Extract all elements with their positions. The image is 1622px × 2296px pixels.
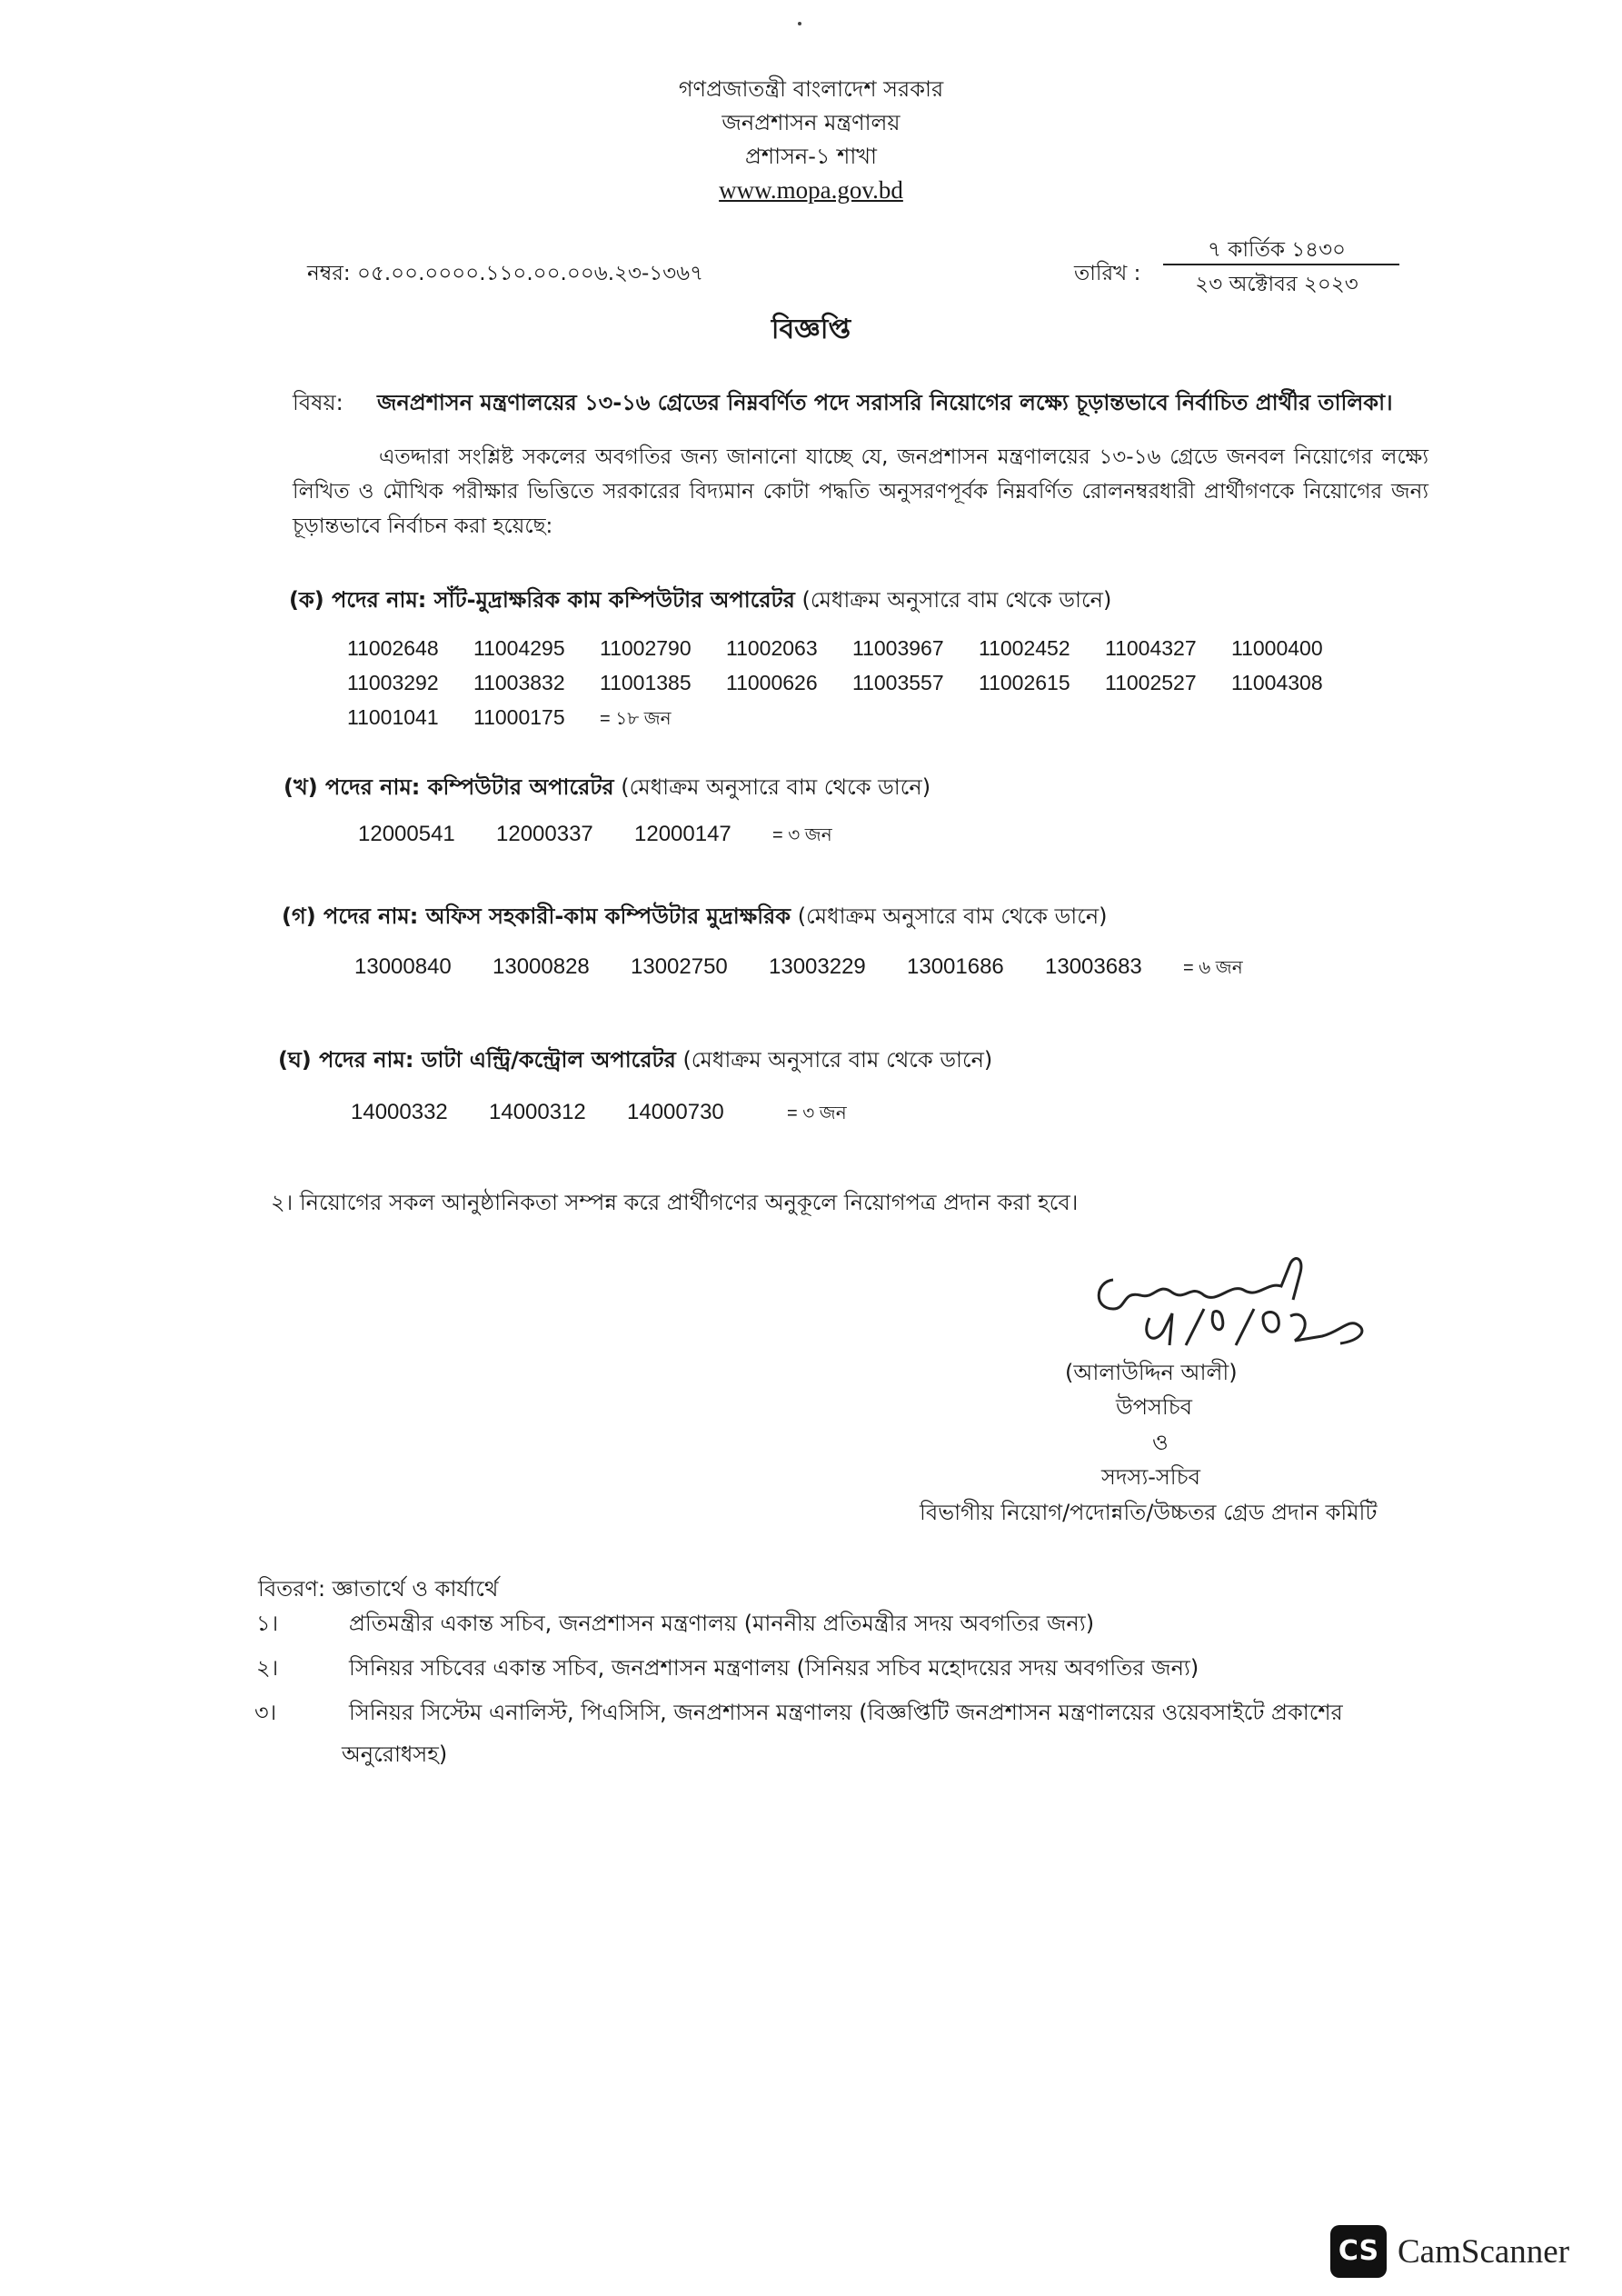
scan-speck: [798, 22, 801, 25]
section-gha-title: (ঘ) পদের নাম: ডাটা এন্ট্রি/কন্ট্রোল অপারেটর: [278, 1047, 676, 1073]
roll-number: 13001686: [907, 954, 1004, 979]
branch-name: প্রশাসন-১ শাখা: [745, 144, 877, 169]
distribution-number: ২।: [256, 1655, 279, 1681]
distribution-number: ৩।: [254, 1700, 277, 1725]
intro-paragraph: এতদ্দারা সংশ্লিষ্ট সকলের অবগতির জন্য জানানো যাচ্ছে যে, জনপ্রশাসন মন্ত্রণালয়ের ১৩-১৬ গ্রেডে জনবল নিয়োগের লক্ষ্যে লিখিত ও মৌখিক পরীক্ষার ভিত্তিতে সরকারের বিদ্যমান কোটা পদ্ধতি অনুসরণপূর্বক নিম্নবর্ণিত রোলনম্বরধারী প্রার্থীগণকে নিয়োগের জন্য চূড়ান্তভাবে নির্বাচন করা হয়েছে:: [293, 445, 1428, 538]
section-kha-title: (খ) পদের নাম: কম্পিউটার অপারেটর: [284, 774, 614, 800]
section-ka-note: (মেধাক্রম অনুসারে বাম থেকে ডানে): [794, 587, 1112, 613]
roll-number: 11001385: [600, 671, 692, 694]
distribution-number: ১।: [256, 1611, 279, 1636]
roll-number: 13003229: [769, 954, 866, 979]
subject-text: জনপ্রশাসন মন্ত্রণালয়ের ১৩-১৬ গ্রেডের নিম্নবর্ণিত পদে সরাসরি নিয়োগের লক্ষ্যে চূড়ান্তভাবে নির্বাচিত প্রার্থীর তালিকা।: [377, 390, 1393, 415]
handwritten-signature: [1086, 1245, 1386, 1354]
subject-label: বিষয়:: [293, 390, 343, 415]
section-ka-title: (ক) পদের নাম: সাঁট-মুদ্রাক্ষরিক কাম কম্পিউটার অপারেটর: [289, 587, 795, 613]
date-english: ২৩ অক্টোবর ২০২৩: [1195, 273, 1358, 296]
signatory-name: (আলাউদ্দিন আলী): [1065, 1360, 1238, 1385]
section-ga-heading: [282, 900, 1108, 936]
distribution-heading: বিতরণ: জ্ঞাতার্থে ও কার্যার্থে: [258, 1576, 499, 1602]
roll-number: 11003967: [852, 636, 944, 660]
section-ka-row-2: [347, 671, 1358, 695]
signatory-role: সদস্য-সচিব: [1101, 1464, 1200, 1490]
roll-number: 12000541: [358, 822, 455, 846]
section-ka-row-3: [347, 705, 672, 735]
date-label: তারিখ :: [1074, 262, 1141, 285]
section-ga-row: [354, 954, 1243, 984]
section-gha-note: (মেধাক্রম অনুসারে বাম থেকে ডানে): [675, 1047, 993, 1073]
signatory-and: ও: [1152, 1430, 1169, 1455]
signatory-designation: উপসচিব: [1116, 1394, 1193, 1420]
section-ka-count: = ১৮ জন: [600, 709, 672, 729]
committee-name: বিভাগীয় নিয়োগ/পদোন্নতি/উচ্চতর গ্রেড প্রদান কমিটি: [920, 1500, 1378, 1525]
section-kha-note: (মেধাক্রম অনুসারে বাম থেকে ডানে): [613, 774, 931, 800]
distribution-item: প্রতিমন্ত্রীর একান্ত সচিব, জনপ্রশাসন মন্ত্রণালয় (মাননীয় প্রতিমন্ত্রীর সদয় অবগতির জন্য): [349, 1611, 1095, 1636]
ministry-name: জনপ্রশাসন মন্ত্রণালয়: [721, 110, 901, 135]
roll-number: 11004295: [473, 636, 565, 660]
section-gha-count: = ৩ জন: [787, 1103, 847, 1123]
roll-number: 11002063: [726, 636, 818, 660]
roll-number: 11000175: [473, 705, 565, 729]
section-kha-heading: [284, 771, 930, 807]
camscanner-text: CamScanner: [1398, 2233, 1570, 2271]
roll-number: 11004327: [1105, 636, 1197, 660]
roll-number: 11003292: [347, 671, 439, 694]
section-gha-row: [351, 1100, 847, 1130]
section-ka-heading: [289, 584, 1111, 620]
roll-number: 11000400: [1231, 636, 1323, 660]
roll-number: 13003683: [1045, 954, 1142, 979]
section-kha-row: [358, 822, 832, 852]
reference-number: নম্বর: ০৫.০০.০০০০.১১০.০০.০০৬.২৩-১৩৬৭: [307, 262, 704, 285]
roll-number: 13002750: [631, 954, 728, 979]
section-ga-title: (গ) পদের নাম: অফিস সহকারী-কাম কম্পিউটার মুদ্রাক্ষরিক: [282, 903, 791, 929]
section-kha-count: = ৩ জন: [772, 825, 832, 845]
date-divider: [1163, 264, 1399, 265]
distribution-item-continuation: অনুরোধসহ): [342, 1742, 448, 1767]
roll-number: 14000730: [627, 1100, 724, 1124]
roll-number: 11004308: [1231, 671, 1323, 694]
section-ga-note: (মেধাক্রম অনুসারে বাম থেকে ডানে): [791, 903, 1108, 929]
roll-number: 12000337: [496, 822, 593, 846]
notice-title: বিজ্ঞপ্তি: [771, 314, 851, 345]
website-link[interactable]: www.mopa.gov.bd: [719, 176, 903, 204]
roll-number: 13000828: [493, 954, 590, 979]
roll-number: 11002452: [979, 636, 1070, 660]
camscanner-logo: CS: [1330, 2225, 1387, 2278]
point-2: ২। নিয়োগের সকল আনুষ্ঠানিকতা সম্পন্ন করে প্রার্থীগণের অনুকূলে নিয়োগপত্র প্রদান করা হবে।: [271, 1190, 1079, 1215]
roll-number: 14000332: [351, 1100, 448, 1124]
roll-number: 13000840: [354, 954, 452, 979]
roll-number: 11002648: [347, 636, 439, 660]
distribution-item: সিনিয়র সচিবের একান্ত সচিব, জনপ্রশাসন মন্ত্রণালয় (সিনিয়র সচিব মহোদয়ের সদয় অবগতির জন্য): [349, 1655, 1199, 1681]
roll-number: 11002790: [600, 636, 692, 660]
section-ka-row-1: [347, 636, 1358, 661]
section-ga-count: = ৬ জন: [1183, 958, 1243, 978]
distribution-item: সিনিয়র সিস্টেম এনালিস্ট, পিএসিসি, জনপ্রশাসন মন্ত্রণালয় (বিজ্ঞপ্তিটি জনপ্রশাসন মন্ত্রণালয়ের ওয়েবসাইটে প্রকাশের: [349, 1700, 1343, 1725]
roll-number: 11003832: [473, 671, 565, 694]
roll-number: 11002527: [1105, 671, 1197, 694]
date-bangla: ৭ কার্তিক ১৪৩০: [1207, 238, 1347, 262]
roll-number: 11003557: [852, 671, 944, 694]
roll-number: 11002615: [979, 671, 1070, 694]
govt-name: গণপ্রজাতন্ত্রী বাংলাদেশ সরকার: [678, 76, 944, 102]
roll-number: 14000312: [489, 1100, 586, 1124]
roll-number: 11001041: [347, 705, 439, 729]
roll-number: 12000147: [634, 822, 731, 846]
section-gha-heading: [278, 1043, 992, 1080]
roll-number: 11000626: [726, 671, 818, 694]
